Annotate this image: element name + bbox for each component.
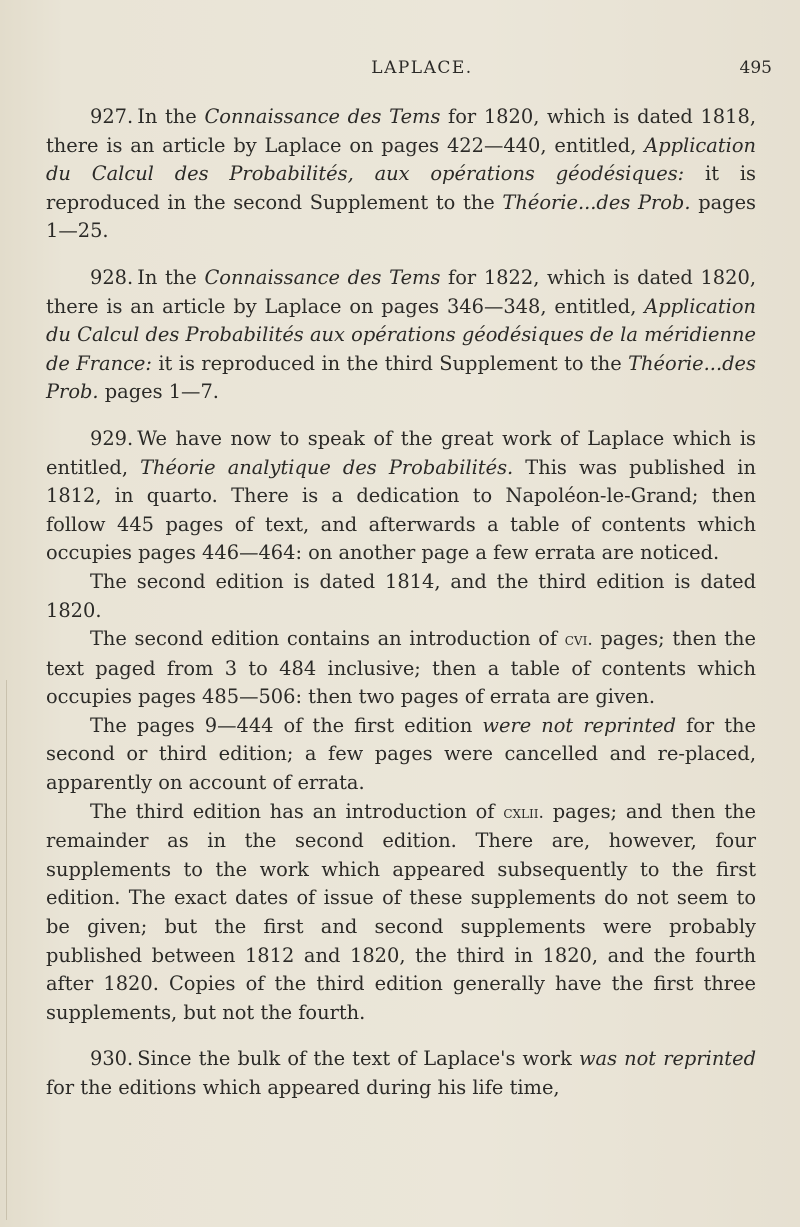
italic-title: Connaissance des Tems xyxy=(204,265,441,289)
text-run: pages; and then the remainder as in the second edition. There are, however, four supplements to the work which appeared subsequently to the first edition. The exact dates of issue of these supplements do not seem to be given; but the first and second supplements were probably published between 1812 and 1820, the third in 1820, and the fourth after 1820. Copies of the third edition generally have the first three supplements, but not the fourth. xyxy=(46,799,756,1024)
paragraph-929 xyxy=(46,425,756,568)
text-run: pages 1—25. xyxy=(46,190,757,243)
text-run: it is reproduced in the third Supplement to the xyxy=(151,351,629,375)
roman-numeral: cvi. xyxy=(564,630,593,651)
text-run: for 1820, which is dated 1818, there is an article by Laplace on pages 422—440, entitled, xyxy=(46,105,756,157)
text-run: This was published in 1812, in quarto. There is a dedication to Napoléon-le-Grand; then follow 445 pages of text, and afterwards a table of contents which occupies pages 446—464: on another page a few errata are noticed. xyxy=(46,455,756,565)
italic-emphasis: were not reprinted xyxy=(482,713,677,737)
italic-title: Théorie analytique des Probabilités. xyxy=(140,455,514,479)
italic-title: Théorie...des Prob. xyxy=(46,351,756,404)
paragraph-927 xyxy=(46,103,756,246)
text-run: In the xyxy=(137,105,205,128)
italic-title: Application du Calcul des Probabilités, aux opérations géodésiques: xyxy=(46,133,756,186)
roman-numeral: cxlii. xyxy=(503,802,544,823)
page-body xyxy=(46,103,756,1103)
paragraph-second-edition xyxy=(46,625,756,712)
text-run: for 1822, which is dated 1820, there is an article by Laplace on pages 346—348, entitled, xyxy=(46,265,756,318)
italic-emphasis: was not reprinted xyxy=(578,1047,756,1071)
paragraph-pages-not-reprinted xyxy=(46,712,756,798)
text-run: for the second or third edition; a few pages were cancelled and re-placed, apparently on account of errata. xyxy=(46,713,756,795)
text-run: The second edition contains an introduction of xyxy=(90,627,565,651)
paragraph-928 xyxy=(46,264,756,407)
text-run: for the editions which appeared during his life time, xyxy=(46,1076,560,1099)
paragraph-930 xyxy=(46,1045,756,1102)
text-run: pages; then the text paged from 3 to 484 inclusive; then a table of contents which occupies pages 485—506: then two pages of errata are given. xyxy=(46,627,756,709)
text-run: Since the bulk of the text of Laplace's work xyxy=(137,1047,579,1071)
italic-title: Connaissance des Tems xyxy=(204,105,441,128)
text-run: We have now to speak of the great work of Laplace which is entitled, xyxy=(46,426,756,479)
running-head xyxy=(72,58,772,86)
paragraph-editions: The second edition is dated 1814, and the third edition is dated 1820. xyxy=(46,569,756,622)
text-run: it is reproduced in the second Supplement to the xyxy=(46,162,756,214)
page-edge-shadow xyxy=(6,680,7,1220)
text-run: In the xyxy=(137,265,205,289)
paragraph-number: 927. xyxy=(90,105,134,128)
paragraph-number: 928. xyxy=(90,265,134,289)
text-run: The pages 9—444 of the first edition xyxy=(90,713,483,737)
italic-title: Application du Calcul des Probabilités aux opérations géodésiques de la méridienne de France: xyxy=(46,294,756,375)
running-title: LAPLACE. xyxy=(371,58,473,78)
text-run: pages 1—7. xyxy=(98,380,219,404)
italic-title: Théorie...des Prob. xyxy=(502,190,691,214)
page-number: 495 xyxy=(739,58,772,78)
text-run: The third edition has an introduction of xyxy=(90,799,504,823)
paragraph-number: 930. xyxy=(90,1047,134,1071)
paragraph-third-edition xyxy=(46,798,756,1028)
paragraph-number: 929. xyxy=(90,426,134,450)
